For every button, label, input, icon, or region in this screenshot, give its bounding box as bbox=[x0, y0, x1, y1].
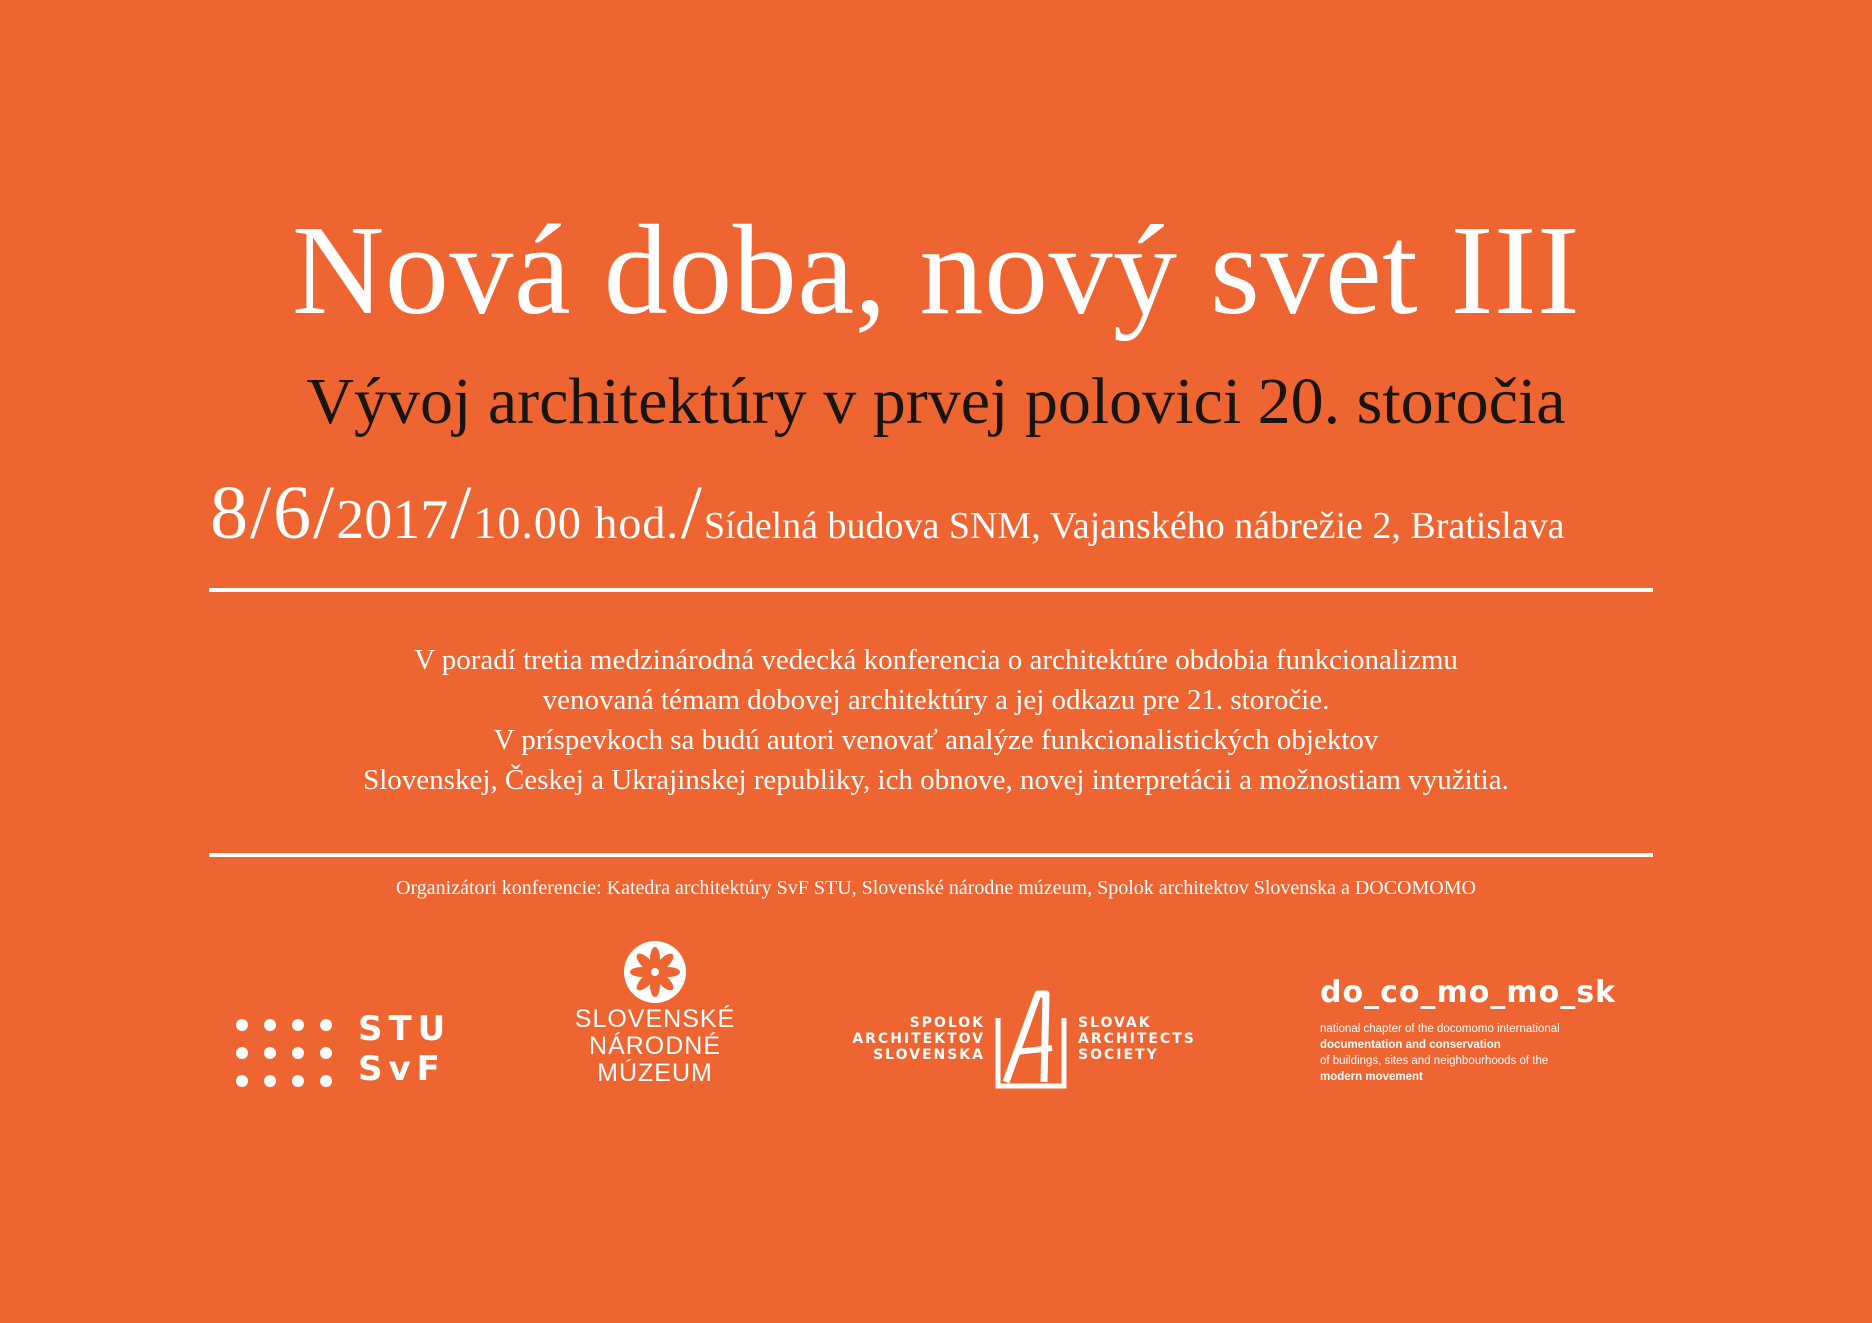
poster-title: Nová doba, nový svet III bbox=[291, 199, 1581, 341]
letter-a-frame-icon bbox=[994, 990, 1068, 1090]
sas-left-line: SLOVENSKA bbox=[873, 1047, 985, 1063]
organizers-line: Organizátori konferencie: Katedra architektúry SvF STU, Slovenské národne múzeum, Spolok architektov Slovenska a DOCOMOMO bbox=[396, 877, 1476, 899]
separator-slash: / bbox=[313, 471, 335, 555]
snm-line3: MÚZEUM bbox=[597, 1059, 713, 1087]
docomomo-tagline-line: documentation and conservation bbox=[1320, 1039, 1501, 1051]
sas-logo bbox=[850, 990, 1196, 1090]
date-place-line bbox=[210, 470, 1660, 560]
event-time: 10.00 hod. bbox=[473, 497, 679, 548]
snm-wordmark bbox=[560, 1006, 750, 1087]
event-place: Sídelná budova SNM, Vajanského nábrežie 2, Bratislava bbox=[704, 505, 1565, 547]
flower-rosette-icon bbox=[623, 940, 687, 1004]
description-line: Slovenskej, Českej a Ukrajinskej republiky, ich obnove, novej interpretácii a možnostiam využitia. bbox=[363, 764, 1509, 796]
description-line: venovaná témam dobovej architektúry a jej odkazu pre 21. storočie. bbox=[542, 684, 1330, 716]
conference-description bbox=[0, 640, 1872, 800]
sas-text-slovak bbox=[852, 1015, 985, 1063]
description-line: V poradí tretia medzinárodná vedecká konferencia o architektúre obdobia funkcionalizmu bbox=[414, 644, 1458, 676]
docomomo-wordmark: do_co_mo_mo_sk bbox=[1320, 975, 1617, 1010]
snm-logo bbox=[560, 940, 750, 1090]
snm-line2: NÁRODNÉ bbox=[588, 1032, 721, 1060]
divider-bottom bbox=[209, 853, 1653, 857]
sas-right-line: ARCHITECTS bbox=[1078, 1031, 1196, 1047]
stu-wordmark bbox=[358, 1009, 451, 1089]
date-year: 2017 bbox=[336, 489, 449, 551]
docomomo-tagline bbox=[1320, 1021, 1640, 1085]
sas-right-line: SOCIETY bbox=[1078, 1047, 1159, 1063]
separator-slash: / bbox=[680, 471, 702, 555]
sas-left-line: ARCHITEKTOV bbox=[852, 1031, 985, 1047]
docomomo-tagline-line: modern movement bbox=[1320, 1071, 1423, 1083]
sas-left-line: SPOLOK bbox=[909, 1015, 985, 1031]
sas-text-english bbox=[1078, 1015, 1196, 1063]
snm-line1: SLOVENSKÉ bbox=[574, 1005, 736, 1033]
separator-slash: / bbox=[450, 471, 472, 555]
separator-slash: / bbox=[250, 471, 272, 555]
poster-subtitle: Vývoj architektúry v prvej polovici 20. storočia bbox=[306, 365, 1566, 438]
divider-top bbox=[209, 588, 1653, 592]
description-line: V príspevkoch sa budú autori venovať analýze funkcionalistických objektov bbox=[493, 724, 1379, 756]
sas-right-line: SLOVAK bbox=[1078, 1015, 1152, 1031]
docomomo-tagline-line: national chapter of the docomomo international bbox=[1320, 1023, 1560, 1035]
docomomo-logo bbox=[1320, 975, 1640, 1095]
date-day: 8 bbox=[210, 471, 248, 555]
docomomo-tagline-line: of buildings, sites and neighbourhoods of the bbox=[1320, 1055, 1549, 1067]
stu-line2: SvF bbox=[358, 1049, 446, 1089]
stu-line1: STU bbox=[358, 1009, 452, 1049]
date-month: 6 bbox=[273, 471, 312, 555]
stu-svf-logo bbox=[236, 1009, 456, 1095]
